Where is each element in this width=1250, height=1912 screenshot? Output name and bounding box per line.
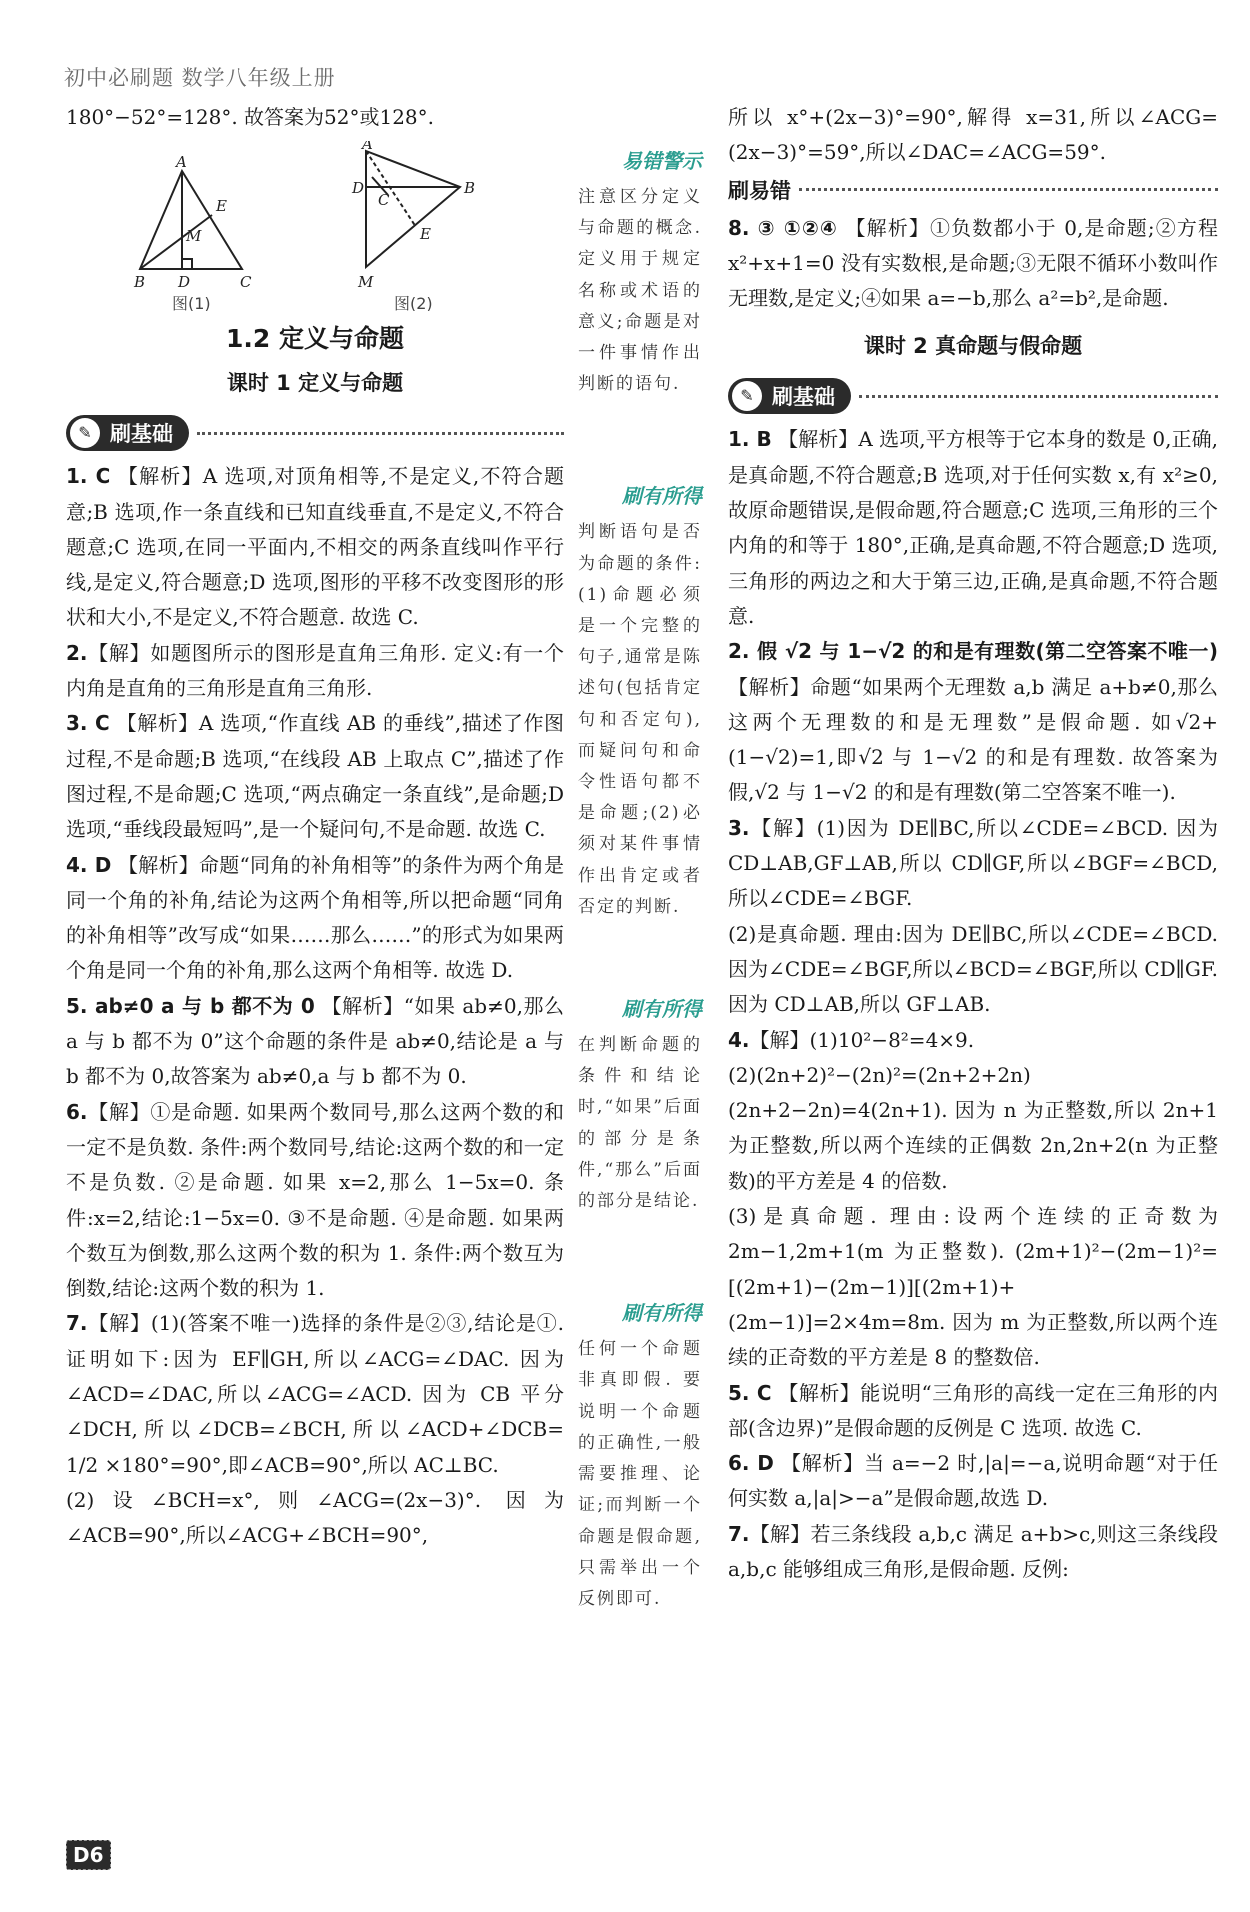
pencil-icon: ✎ [732, 381, 762, 411]
side-notes [578, 145, 702, 1695]
page-number: D6 [66, 1840, 111, 1870]
fig2-label-d: D [352, 179, 365, 198]
answer-item: 1. C 【解析】A 选项,对顶角相等,不是定义,不符合题意;B 选项,作一条直线和已知直线垂直,不是定义,不符合题意;C 选项,在同一平面内,不相交的两条直线叫作平行线,是定义,符合题意;D 选项,图形的平移不改变图形的形状和大小,不是定义,不符合题意. 故选 C. [66, 464, 565, 630]
answer-item: 6. D 【解析】当 a=−2 时,|a|=−a,说明命题“对于任何实数 a,|a|>−a”是假命题,故选 D. [728, 1451, 1219, 1511]
note-body: 在判断命题的条件和结论时,“如果”后面的部分是条件,“那么”后面的部分是结论. [578, 1035, 702, 1212]
fig1-label-c: C [240, 273, 252, 292]
answer-item: 2. 假 √2 与 1−√2 的和是有理数(第二空答案不唯一) 【解析】命题“如果两个无理数 a,b 满足 a+b≠0,那么这两个无理数的和是无理数”是假命题. 如√2+(1−√2)=1,即√2 与 1−√2 的和是有理数. 故答案为假,√2 与 1−√2 的和是有理数(第二空答案不唯一). [728, 639, 1218, 805]
fig2-label-a: A [362, 141, 373, 154]
answer-item: 4.【解】(1)10²−8²=4×9. [728, 1027, 975, 1052]
pencil-icon: ✎ [70, 418, 100, 448]
lesson-title-1: 课时 1 定义与命题 [226, 371, 404, 396]
left-column [66, 100, 564, 1554]
answer-item: 7.【解】(1)(答案不唯一)选择的条件是②③,结论是①. 证明如下:因为 EF∥GH,所以∠ACG=∠DAC. 因为∠ACD=∠DAC,所以∠ACG=∠ACD. 因为 CB 平分∠DCH,所以∠DCB=∠BCH,所以∠ACD+∠DCB= 1/2 ×180°=90°,即∠ACB=90°,所以 AC⊥BC. [66, 1311, 564, 1477]
right-column [728, 100, 1218, 1587]
note-body: 判断语句是否为命题的条件:(1)命题必须是一个完整的句子,通常是陈述句(包括肯定句和否定句),而疑问句和命令性语句都不是命题;(2)必须对某件事情作出肯定或者否定的判断. [578, 522, 702, 917]
left-intro: 180°−52°=128°. 故答案为52°或128°. [66, 105, 435, 129]
answer-item: 3. C 【解析】A 选项,“作直线 AB 的垂线”,描述了作图过程,不是命题;B 选项,“在线段 AB 上取点 C”,描述了作图过程,不是命题;C 选项,“两点确定一条直线”,是命题;D 选项,“垂线段最短吗”,是一个疑问句,不是命题. 故选 C. [66, 711, 565, 842]
fig2-label-m: M [358, 273, 374, 292]
note-box [578, 1297, 702, 1615]
section-title: 1.2 定义与命题 [226, 324, 404, 354]
fig1-label-m: M [186, 227, 202, 246]
figure-2 [366, 151, 460, 267]
answer-item: 5. ab≠0 a 与 b 都不为 0 【解析】“如果 ab≠0,那么 a 与 b 都不为 0”这个命题的条件是 ab≠0,结论是 a 与 b 都不为 0,故答案为 ab≠0,a 与 b 都不为 0. [66, 993, 564, 1089]
badge-label: 刷基础 [772, 385, 835, 410]
answer-item: 5. C 【解析】能说明“三角形的高线一定在三角形的内部(含边界)”是假命题的反例是 C 选项. 故选 C. [728, 1380, 1219, 1440]
note-body: 任何一个命题非真即假. 要说明一个命题的正确性,一般需要推理、论证;而判断一个命题是假命题,只需举出一个反例即可. [578, 1339, 702, 1609]
answer-item: 2.【解】如题图所示的图形是直角三角形. 定义:有一个内角是直角的三角形是直角三角形. [66, 640, 564, 701]
fig2-label-e: E [420, 225, 431, 244]
fig1-label-b: B [134, 273, 146, 292]
fig2-label-c: C [378, 191, 390, 210]
answer-item-cont: (2)(2n+2)²−(2n)²=(2n+2+2n)(2n+2−2n)=4(2n+1). 因为 n 为正整数,所以 2n+1 为正整数,所以两个连续的正偶数 2n,2n+2(n 为正整数)的平方差是 4 的倍数. [728, 1062, 1218, 1193]
answer-item: 3.【解】(1)因为 DE∥BC,所以∠CDE=∠BCD. 因为 CD⊥AB,GF⊥AB,所以 CD∥GF,所以∠BGF=∠BCD,所以∠CDE=∠BGF. [728, 815, 1218, 911]
note-body: 注意区分定义与命题的概念. 定义用于规定名称或术语的意义;命题是对一件事情作出判断的语句. [578, 187, 702, 395]
answer-item: 4. D 【解析】命题“同角的补角相等”的条件为两个角是同一个角的补角,结论为这两个角相等,所以把命题“同角的补角相等”改写成“如果……那么……”的形式为如果两个角是同一个角的补角,那么这两个角相等. 故选 D. [66, 852, 565, 983]
geometry-figures [66, 141, 564, 311]
answer-item-cont: (2)设∠BCH=x°,则∠ACG=(2x−3)°. 因为∠ACB=90°,所以∠ACG+∠BCH=90°, [66, 1487, 564, 1548]
note-title: 易错警示 [622, 149, 702, 173]
lesson-title-2: 课时 2 真命题与假命题 [863, 334, 1083, 359]
right-intro: 所以 x°+(2x−3)°=90°,解得 x=31,所以∠ACG=(2x−3)°=59°,所以∠DAC=∠ACG=59°. [728, 105, 1218, 165]
note-title: 刷有所得 [622, 1301, 702, 1326]
running-header: 初中必刷题 数学八年级上册 [64, 66, 336, 90]
fig2-caption: 图(2) [394, 294, 433, 312]
answer-item-cont: (2)是真命题. 理由:因为 DE∥BC,所以∠CDE=∠BCD. 因为∠CDE=∠BGF,所以∠BCD=∠BGF,所以 CD∥GF. 因为 CD⊥AB,所以 GF⊥AB. [728, 921, 1218, 1017]
fig2-label-b: B [464, 179, 476, 198]
note-box [578, 993, 702, 1217]
note-title: 刷有所得 [622, 484, 702, 509]
note-box [578, 480, 702, 923]
fig1-label-e: E [216, 197, 227, 216]
answer-item: 6.【解】①是命题. 如果两个数同号,那么这两个数的和一定不是负数. 条件:两个数同号,结论:这两个数的和一定不是负数. ②是命题. 如果 x=2,那么 1−5x=0. 条件:x=2,结论:1−5x=0. ③不是命题. ④是命题. 如果两个数互为倒数,那么这两个数的积为 1. 条件:两个数互为倒数,结论:这两个数的积为 1. [66, 1099, 564, 1301]
answer-item: 7.【解】若三条线段 a,b,c 满足 a+b>c,则这三条线段 a,b,c 能够组成三角形,是假命题. 反例: [728, 1521, 1218, 1581]
basic-badge-left [66, 415, 564, 451]
note-box [578, 145, 702, 400]
answer-item: 8. ③ ①②④ 【解析】①负数都小于 0,是命题;②方程 x²+x+1=0 没有实数根,是命题;③无限不循环小数叫作无理数,是定义;④如果 a=−b,那么 a²=b²,是命题. [728, 215, 1218, 311]
basic-badge-right [728, 378, 1218, 414]
fig1-caption: 图(1) [172, 294, 211, 312]
answer-item-cont: (3)是真命题. 理由:设两个连续的正奇数为 2m−1,2m+1(m 为正整数). (2m+1)²−(2m−1)²=[(2m+1)−(2m−1)][(2m+1)+(2m−1)]=2×4m=8m. 因为 m 为正整数,所以两个连续的正奇数的平方差是 8 的整数倍. [728, 1204, 1218, 1370]
fig1-label-d: D [178, 273, 191, 292]
figure-1 [140, 171, 242, 269]
answer-item: 1. B 【解析】A 选项,平方根等于它本身的数是 0,正确,是真命题,不符合题意;B 选项,对于任何实数 x,有 x²≥0,故原命题错误,是假命题,符合题意;C 选项,三角形的三个内角的和等于 180°,正确,是真命题,不符合题意;D 选项,三角形的两边之和大于第三边,正确,是真命题,不符合题意. [728, 427, 1218, 628]
figures [66, 141, 564, 311]
error-badge: 刷易错 [728, 175, 1218, 205]
fig1-label-a: A [176, 153, 187, 172]
badge-label: 刷基础 [110, 422, 173, 447]
note-title: 刷有所得 [622, 997, 702, 1022]
